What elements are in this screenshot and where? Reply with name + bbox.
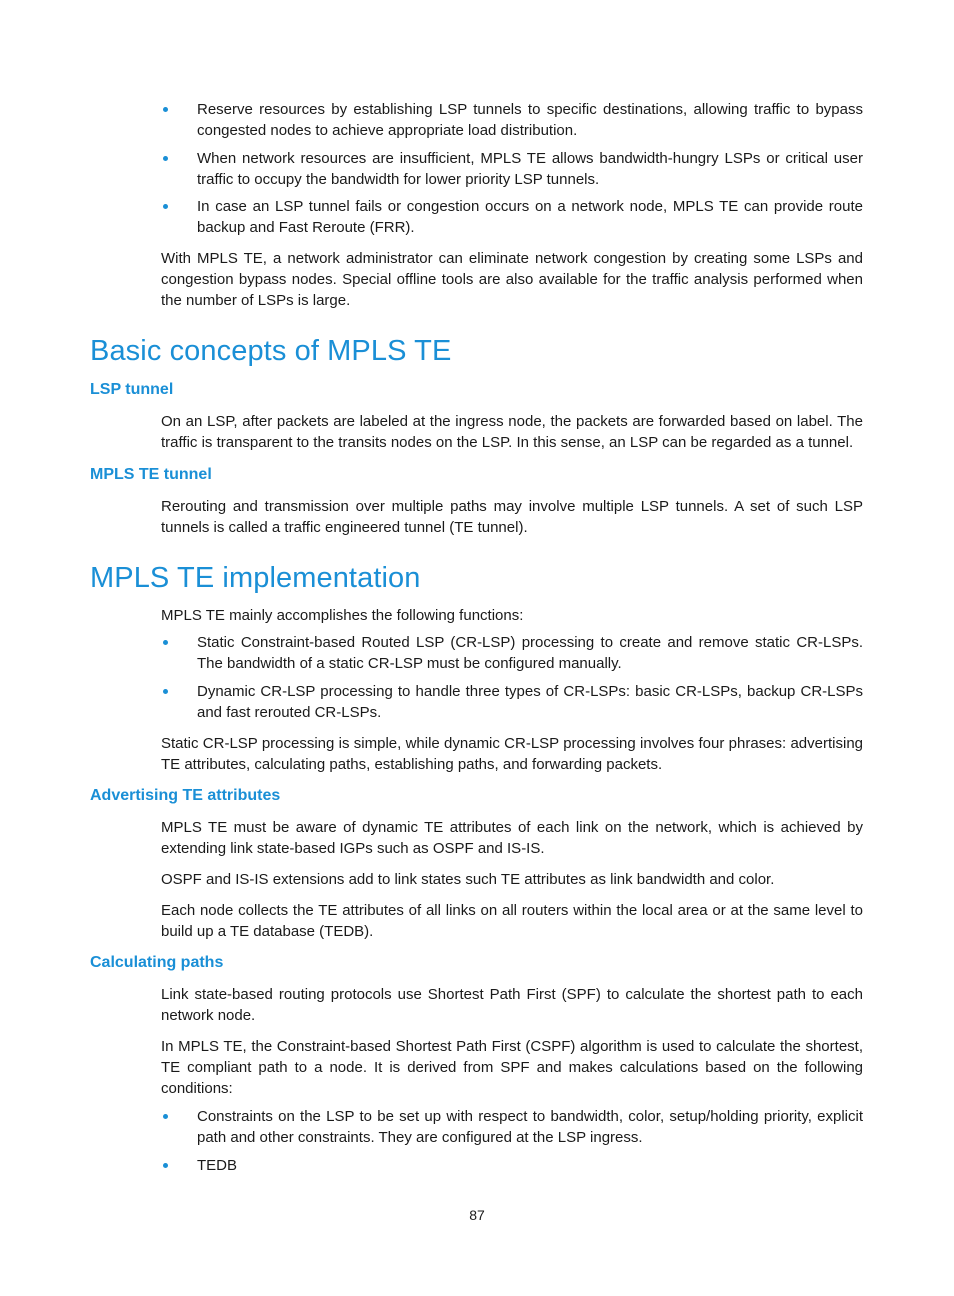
heading-advertising-te-attributes: Advertising TE attributes: [90, 787, 281, 804]
section-title-basic-concepts: Basic concepts of MPLS TE: [90, 335, 452, 367]
bullet-text: Static Constraint-based Routed LSP (CR-LSP) processing to create and remove static CR-LSPs. The bandwidth of a static CR-LSP must be configured manually.: [197, 634, 863, 672]
bullet-icon: [163, 204, 168, 209]
bullet-item: [197, 681, 863, 723]
calculating-paragraph: Link state-based routing protocols use Shortest Path First (SPF) to calculate the shortest path to each network node.: [161, 986, 863, 1024]
bullet-item: [197, 148, 863, 190]
advertising-paragraph: OSPF and IS-IS extensions add to link states such TE attributes as link bandwidth and color.: [161, 871, 775, 888]
bullet-icon: [163, 1114, 168, 1119]
bullet-icon: [163, 640, 168, 645]
bullet-text: Constraints on the LSP to be set up with respect to bandwidth, color, setup/holding priority, explicit path and other constraints. They are configured at the LSP ingress.: [197, 1108, 863, 1146]
bullet-text: Dynamic CR-LSP processing to handle three types of CR-LSPs: basic CR-LSPs, backup CR-LSPs and fast rerouted CR-LSPs.: [197, 683, 863, 721]
calculating-paragraph: In MPLS TE, the Constraint-based Shortest Path First (CSPF) algorithm is used to calculate the shortest, TE compliant path to a node. It is derived from SPF and makes calculations based on the following conditions:: [161, 1038, 863, 1097]
page-number: 87: [469, 1207, 485, 1223]
intro-paragraph: With MPLS TE, a network administrator can eliminate network congestion by creating some LSPs and congestion bypass nodes. Special offline tools are also available for the traffic analysis performed when the number of LSPs is large.: [161, 250, 863, 309]
bullet-icon: [163, 156, 168, 161]
heading-calculating-paths: Calculating paths: [90, 954, 224, 971]
bullet-icon: [163, 107, 168, 112]
lsp-tunnel-text: On an LSP, after packets are labeled at the ingress node, the packets are forwarded based on label. The traffic is transparent to the transits nodes on the LSP. In this sense, an LSP can be regarded as a tunnel.: [161, 413, 863, 451]
section-title-implementation: MPLS TE implementation: [90, 562, 421, 594]
bullet-item: [197, 1106, 863, 1148]
bullet-text: TEDB: [197, 1157, 238, 1174]
bullet-icon: [163, 1163, 168, 1168]
bullet-text: In case an LSP tunnel fails or congestion occurs on a network node, MPLS TE can provide route backup and Fast Reroute (FRR).: [197, 198, 863, 236]
heading-lsp-tunnel: LSP tunnel: [90, 381, 174, 398]
bullet-item: [197, 632, 863, 674]
implementation-lead: MPLS TE mainly accomplishes the following functions:: [161, 607, 524, 624]
bullet-text: Reserve resources by establishing LSP tunnels to specific destinations, allowing traffic to bypass congested nodes to achieve appropriate load distribution.: [197, 101, 863, 139]
bullet-text: When network resources are insufficient, MPLS TE allows bandwidth-hungry LSPs or critical user traffic to occupy the bandwidth for lower priority LSP tunnels.: [197, 150, 863, 188]
bullet-item: [197, 196, 863, 238]
mpls-te-tunnel-text: Rerouting and transmission over multiple paths may involve multiple LSP tunnels. A set of such LSP tunnels is called a traffic engineered tunnel (TE tunnel).: [161, 498, 863, 536]
advertising-paragraph: Each node collects the TE attributes of all links on all routers within the local area or at the same level to build up a TE database (TEDB).: [161, 902, 863, 940]
bullet-icon: [163, 689, 168, 694]
heading-mpls-te-tunnel: MPLS TE tunnel: [90, 466, 212, 483]
advertising-paragraph: MPLS TE must be aware of dynamic TE attributes of each link on the network, which is achieved by extending link state-based IGPs such as OSPF and IS-IS.: [161, 819, 863, 857]
bullet-item: [197, 1155, 863, 1176]
implementation-summary: Static CR-LSP processing is simple, while dynamic CR-LSP processing involves four phrases: advertising TE attributes, calculating paths, establishing paths, and forwarding packets.: [161, 735, 863, 773]
bullet-item: [197, 99, 863, 141]
